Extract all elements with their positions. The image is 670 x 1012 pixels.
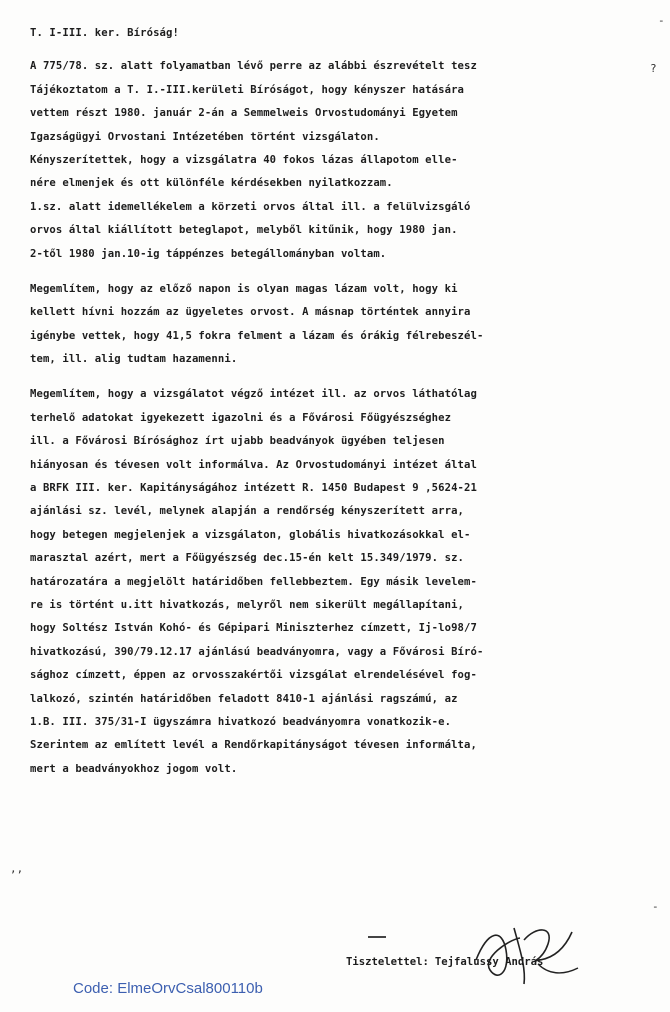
text-line: 2-től 1980 jan.10-ig táppénzes betegállományban voltam. bbox=[30, 247, 387, 260]
text-line: a BRFK III. ker. Kapitányságához intézett R. 1450 Budapest 9 ,5624-21 bbox=[30, 482, 477, 495]
text-line: hiányosan és tévesen volt informálva. Az Orvostudományi intézet által bbox=[30, 458, 477, 471]
text-line: Megemlítem, hogy az előző napon is olyan magas lázam volt, hogy ki bbox=[30, 282, 458, 295]
margin-mark: ? bbox=[650, 62, 657, 75]
text-line: kellett hívni hozzám az ügyeletes orvost. A másnap történtek annyira bbox=[30, 306, 471, 319]
text-line: határozatára a megjelölt határidőben fellebbeztem. Egy másik levelem- bbox=[30, 575, 477, 588]
document-code-label: Code: ElmeOrvCsal800110b bbox=[73, 980, 263, 997]
paragraph-gap bbox=[30, 371, 658, 383]
letter-body bbox=[30, 22, 658, 781]
signature-name: Tejfalussy András bbox=[434, 956, 544, 968]
text-line: igénybe vettek, hogy 41,5 fokra felment a lázam és órákig félrebeszél- bbox=[30, 329, 484, 342]
paragraph-3 bbox=[30, 383, 658, 781]
text-line: Tájékoztatom a T. I.-III.kerületi Bíróságot, hogy kényszer hatására bbox=[30, 83, 465, 96]
text-line: Szerintem az említett levél a Rendőrkapitányságot tévesen informálta, bbox=[30, 739, 477, 752]
text-line: Kényszerítettek, hogy a vizsgálatra 40 fokos lázas állapotom elle- bbox=[30, 153, 458, 166]
letter-heading: T. I-III. ker. Bíróság! bbox=[30, 27, 179, 39]
text-line: ajánlási sz. levél, melynek alapján a rendőrség kényszerített arra, bbox=[30, 505, 465, 518]
text-line: 1.B. III. 375/31-I ügyszámra hivatkozó beadványomra vonatkozik-e. bbox=[30, 715, 452, 728]
text-line: ill. a Fővárosi Bírósághoz írt ujabb beadványok ügyében teljesen bbox=[30, 435, 445, 448]
text-line: re is történt u.itt hivatkozás, melyről nem sikerült megállapítani, bbox=[30, 598, 465, 611]
text-line: orvos által kiállított beteglapot, melyből kitűnik, hogy 1980 jan. bbox=[30, 224, 458, 237]
margin-mark: - bbox=[652, 900, 659, 913]
closing-block bbox=[346, 956, 543, 968]
text-line: A 775/78. sz. alatt folyamatban lévő perre az alábbi észrevételt tesz bbox=[30, 60, 477, 73]
paragraph-1 bbox=[30, 55, 658, 266]
text-line: 1.sz. alatt idemellékelem a körzeti orvos által ill. a felülvizsgáló bbox=[30, 200, 471, 213]
text-line: marasztal azért, mert a Főügyészség dec.15-én kelt 15.349/1979. sz. bbox=[30, 552, 465, 565]
text-line: nére elmenjek és ott különféle kérdésekben nyilatkozzam. bbox=[30, 177, 393, 190]
text-line: terhelő adatokat igyekezett igazolni és a Fővárosi Főügyészséghez bbox=[30, 411, 452, 424]
paragraph-gap bbox=[30, 266, 658, 278]
handwritten-signature bbox=[468, 920, 588, 990]
text-line: hogy Soltész István Kohó- és Gépipari Miniszterhez címzett, Ij-lo98/7 bbox=[30, 622, 477, 635]
text-line: tem, ill. alig tudtam hazamenni. bbox=[30, 353, 238, 366]
text-line: lalkozó, szintén határidőben feladott 8410-1 ajánlási ragszámú, az bbox=[30, 692, 458, 705]
text-line: hogy betegen megjelenjek a vizsgálaton, globális hivatkozásokkal el- bbox=[30, 528, 471, 541]
text-line: mert a beadványokhoz jogom volt. bbox=[30, 762, 238, 775]
paragraph-2 bbox=[30, 278, 658, 372]
margin-mark: ,, bbox=[10, 862, 24, 875]
text-line: hivatkozású, 390/79.12.17 ajánlású beadványomra, vagy a Fővárosi Bíró- bbox=[30, 645, 484, 658]
text-line: vettem részt 1980. január 2-án a Semmelweis Orvostudományi Egyetem bbox=[30, 107, 458, 120]
text-line: Megemlítem, hogy a vizsgálatot végző intézet ill. az orvos láthatólag bbox=[30, 388, 477, 401]
text-line: sághoz címzett, éppen az orvosszakértői vizsgálat elrendelésével fog- bbox=[30, 669, 477, 682]
closing-salutation: Tisztelettel: bbox=[346, 956, 429, 968]
closing-dash-mark bbox=[368, 936, 386, 938]
margin-mark: - bbox=[658, 14, 665, 27]
text-line: Igazságügyi Orvostani Intézetében történt vizsgálaton. bbox=[30, 130, 380, 143]
